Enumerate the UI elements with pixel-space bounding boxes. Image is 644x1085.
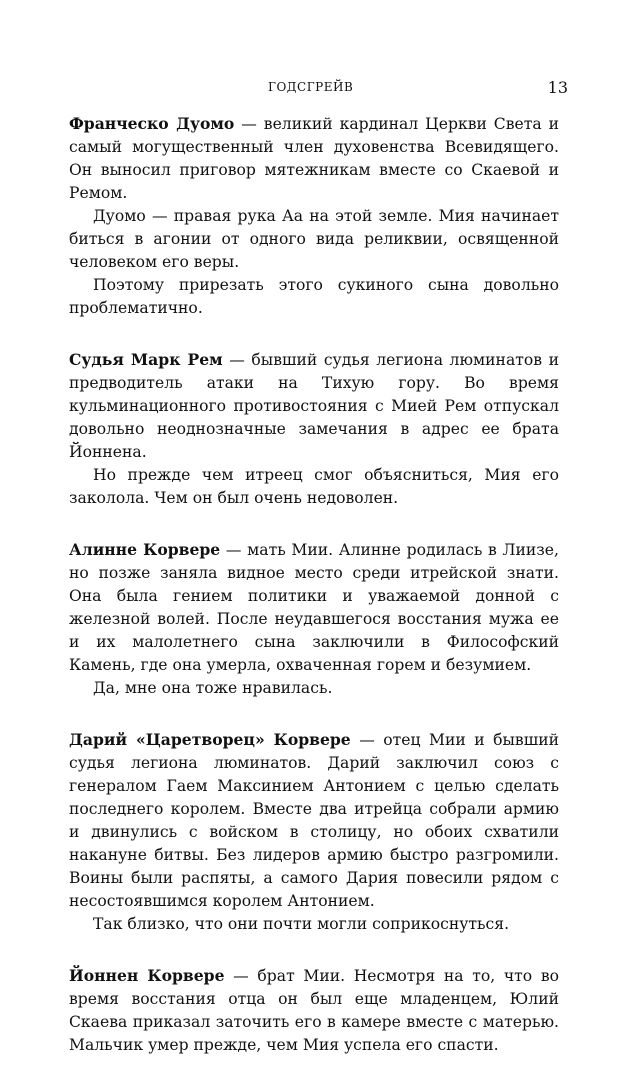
entry-name: Алинне Корвере — [69, 540, 221, 559]
page-number: 13 — [547, 78, 568, 97]
entry-name: Йоннен Корвере — [69, 966, 225, 985]
entry-text: — великий кардинал Церкви Света и самый могущественный член духовенства Всевидящего. Он выносил приговор мятежникам вместе со Скаевой и Ремом. — [69, 115, 559, 202]
entry-paragraph: Дуомо — правая рука Аа на этой земле. Мия начинает биться в агонии от одного вида реликвии, освященной человеком его веры. — [69, 207, 559, 271]
entry-name: Дарий «Царетворец» Корвере — [69, 730, 351, 749]
entry-text: — брат Мии. Несмотря на то, что во время восстания отца он был еще младенцем, Юлий Скаева приказал заточить его в камере вместе с матерью. Мальчик умер прежде, чем Мия успела его спасти. — [69, 967, 560, 1054]
entry-paragraph — [69, 112, 559, 205]
entry-text: — бывший судья легиона люминатов и предводитель атаки на Тихую гору. Во время кульминационного противостояния с Мией Рем отпускал довольно неоднозначные замечания в адрес ее брата Йоннена. — [69, 351, 559, 461]
entry-jonnen-korvere — [69, 964, 559, 1057]
entry-francesco-duomo — [69, 112, 559, 320]
entry-paragraph — [69, 964, 559, 1057]
entry-text: — отец Мии и бывший судья легиона люминатов. Дарий заключил союз с генералом Гаем Максинием Антонием с целью сделать последнего королем. Вместе два итрейца собрали армию и двинулись с войском в столицу, но обоих схватили накануне битвы. Без лидеров армию быстро разгромили. Воины были распяты, а самого Дария повесили рядом с несостоявшимся королем Антонием. — [69, 731, 559, 910]
running-header — [0, 78, 644, 98]
running-title: ГОДСГРЕЙВ — [268, 80, 354, 94]
entry-paragraph — [69, 728, 559, 913]
page-body — [69, 112, 559, 1085]
entry-paragraph — [69, 348, 559, 464]
entry-mark-rem — [69, 348, 559, 510]
entry-paragraph: Так близко, что они почти могли соприкоснуться. — [93, 915, 510, 933]
entry-text: — мать Мии. Алинне родилась в Лиизе, но позже заняла видное место среди итрейской знати. Она была гением политики и уважаемой донной с железной волей. После неудавшегося восстания мужа ее и их малолетнего сына заключили в Философский Камень, где она умерла, охваченная горем и безумием. — [69, 541, 559, 674]
entry-alinne-korvere — [69, 538, 559, 700]
entry-darius-korvere — [69, 728, 559, 936]
entry-paragraph: Но прежде чем итреец смог объясниться, Мия его заколола. Чем он был очень недоволен. — [69, 466, 559, 507]
entry-name: Франческо Дуомо — [69, 114, 235, 133]
entry-paragraph: Да, мне она тоже нравилась. — [93, 679, 333, 697]
entry-paragraph: Поэтому прирезать этого сукиного сына довольно проблематично. — [69, 276, 559, 317]
entry-name: Судья Марк Рем — [69, 350, 223, 369]
entry-paragraph — [69, 538, 559, 677]
